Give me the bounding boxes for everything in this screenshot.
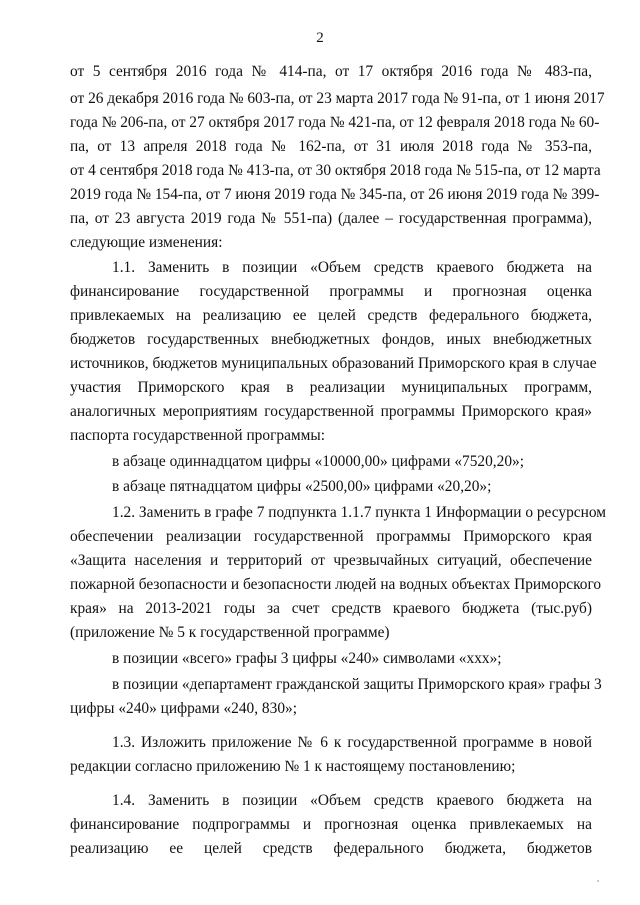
text-line: года № 206-па, от 27 октября 2017 года № 421-па, от 12 февраля 2018 года № 60- xyxy=(70,114,600,131)
text-line: источников, бюджетов муниципальных образований Приморского края в случае xyxy=(70,355,597,372)
text-line: от 5 сентября 2016 года № 414-па, от 17 октября 2016 года № 483-па, xyxy=(70,63,592,80)
text-line: 1.4. Заменить в позиции «Объем средств краевого бюджета на xyxy=(112,792,592,809)
text-line: в абзаце одиннадцатом цифры «10000,00» цифрами «7520,20»; xyxy=(112,453,524,470)
text-line: 1.3. Изложить приложение № 6 к государственной программе в новой xyxy=(112,734,592,751)
text-line: па, от 23 августа 2019 года № 551-па) (далее – государственная программа), xyxy=(70,210,592,227)
text-line: бюджетов государственных внебюджетных фондов, иных внебюджетных xyxy=(70,331,592,348)
text-line: пожарной безопасности и безопасности людей на водных объектах Приморского xyxy=(70,576,602,593)
text-line: 1.2. Заменить в графе 7 подпункта 1.1.7 пункта 1 Информации о ресурсном xyxy=(112,504,607,521)
text-line: редакции согласно приложению № 1 к настоящему постановлению; xyxy=(70,758,516,775)
text-line: аналогичных мероприятиям государственной программы Приморского края» xyxy=(70,403,592,420)
text-line: края» на 2013-2021 годы за счет средств краевого бюджета (тыс.руб) xyxy=(70,600,592,617)
text-line: следующие изменения: xyxy=(70,234,223,251)
text-line: финансирование подпрограммы и прогнозная оценка привлекаемых на xyxy=(70,816,592,833)
text-line: «Защита населения и территорий от чрезвычайных ситуаций, обеспечение xyxy=(70,552,592,569)
text-line: в позиции «департамент гражданской защиты Приморского края» графы 3 xyxy=(112,676,602,693)
scan-artifact xyxy=(597,880,599,882)
text-line: 2019 года № 154-па, от 7 июня 2019 года № 345-па, от 26 июня 2019 года № 399- xyxy=(70,186,600,203)
text-line: 1.1. Заменить в позиции «Объем средств краевого бюджета на xyxy=(112,259,592,276)
text-line: участия Приморского края в реализации муниципальных программ, xyxy=(70,379,592,396)
text-line: паспорта государственной программы: xyxy=(70,427,326,444)
text-line: в абзаце пятнадцатом цифры «2500,00» цифрами «20,20»; xyxy=(112,478,492,495)
text-line: па, от 13 апреля 2018 года № 162-па, от 31 июля 2018 года № 353-па, xyxy=(70,138,592,155)
text-line: реализацию ее целей средств федерального бюджета, бюджетов xyxy=(70,840,592,857)
text-line: финансирование государственной программы и прогнозная оценка xyxy=(70,283,592,300)
text-line: цифры «240» цифрами «240, 830»; xyxy=(70,700,297,717)
text-line: (приложение № 5 к государственной программе) xyxy=(70,624,390,641)
text-line: от 4 сентября 2018 года № 413-па, от 30 октября 2018 года № 515-па, от 12 марта xyxy=(70,162,601,179)
page-number: 2 xyxy=(316,30,324,46)
text-line: привлекаемых на реализацию ее целей средств федерального бюджета, xyxy=(70,307,592,324)
text-line: обеспечении реализации государственной программы Приморского края xyxy=(70,528,592,545)
text-line: от 26 декабря 2016 года № 603-па, от 23 марта 2017 года № 91-па, от 1 июня 2017 xyxy=(70,90,605,107)
text-line: в позиции «всего» графы 3 цифры «240» символами «ххх»; xyxy=(112,650,502,667)
